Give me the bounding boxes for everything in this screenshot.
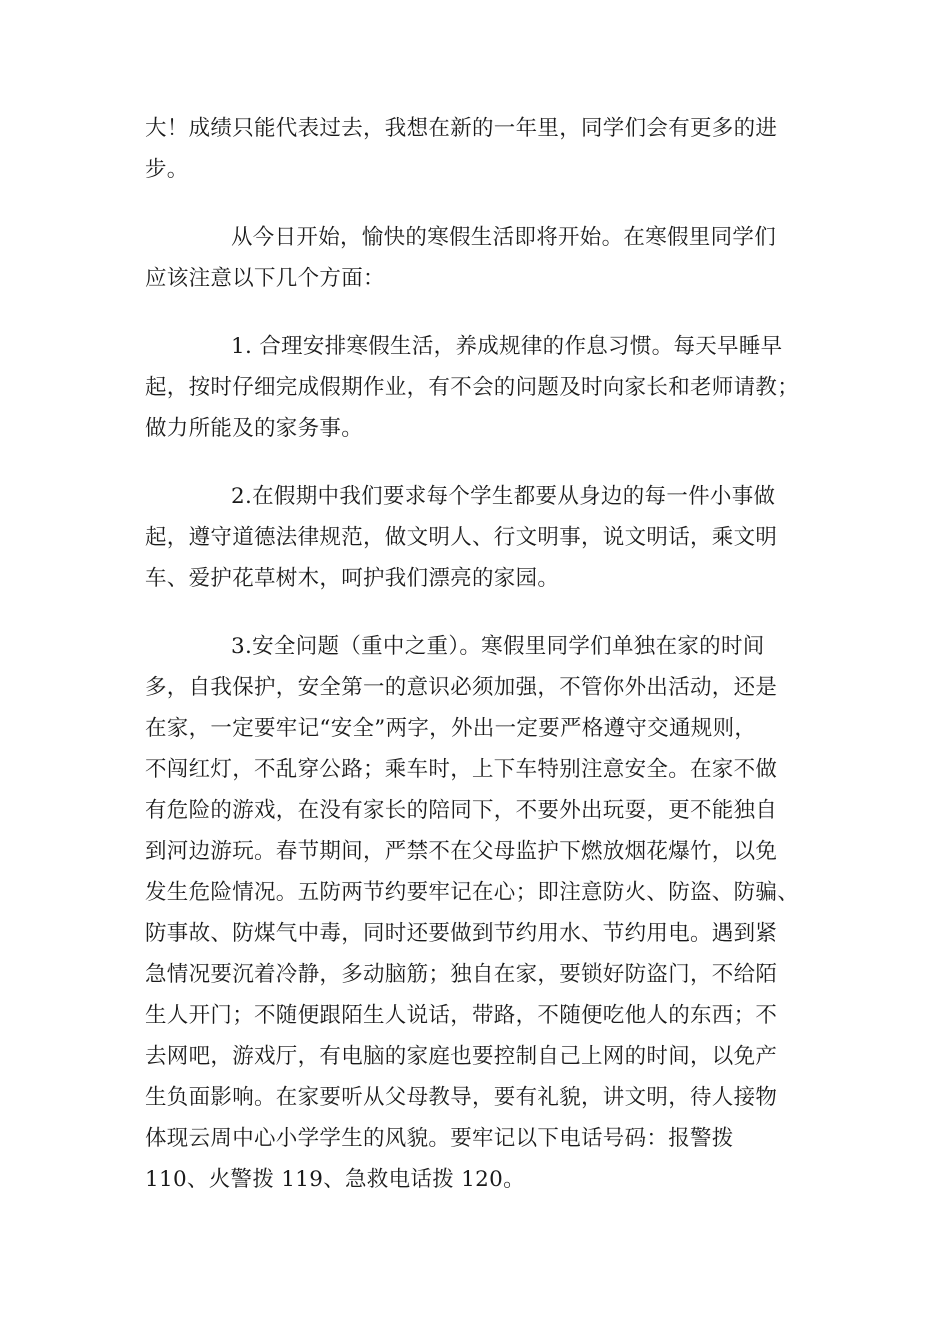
text-line: 步。 <box>145 157 189 182</box>
text-line: 从今日开始，愉快的寒假生活即将开始。在寒假里同学们 <box>231 225 777 250</box>
text-line: 有危险的游戏，在没有家长的陪同下，不要外出玩耍，更不能独自 <box>145 798 778 823</box>
paragraph-1 <box>145 108 805 190</box>
text-line: 发生危险情况。五防两节约要牢记在心；即注意防火、防盗、防骗、 <box>145 880 800 905</box>
text-line: 车、爱护花草树木，呵护我们漂亮的家园。 <box>145 566 560 591</box>
text-line: 应该注意以下几个方面： <box>145 266 385 291</box>
text-line: 不闯红灯，不乱穿公路；乘车时，上下车特别注意安全。在家不做 <box>145 757 778 782</box>
document-body <box>145 108 805 1200</box>
text-line: 生负面影响。在家要听从父母教导，要有礼貌，讲文明，待人接物 <box>145 1085 778 1110</box>
text-line: 防事故、防煤气中毒，同时还要做到节约用水、节约用电。遇到紧 <box>145 921 778 946</box>
paragraph-2 <box>145 217 805 299</box>
text-line: 在家，一定要牢记“安全”两字，外出一定要严格遵守交通规则， <box>145 716 757 741</box>
text-line: 急情况要沉着冷静，多动脑筋；独自在家，要锁好防盗门，不给陌 <box>145 962 778 987</box>
paragraph-spacer <box>145 449 805 476</box>
text-line: 起，遵守道德法律规范，做文明人、行文明事，说文明话，乘文明 <box>145 525 778 550</box>
paragraph-spacer <box>145 599 805 626</box>
paragraph-spacer <box>145 190 805 217</box>
text-line: 起，按时仔细完成假期作业，有不会的问题及时向家长和老师请教； <box>145 375 800 400</box>
text-line: 2.在假期中我们要求每个学生都要从身边的每一件小事做 <box>231 484 776 509</box>
text-line: 体现云周中心小学学生的风貌。要牢记以下电话号码：报警拨 <box>145 1126 734 1151</box>
paragraph-item-1 <box>145 326 805 449</box>
text-line: 1. 合理安排寒假生活，养成规律的作息习惯。每天早睡早 <box>231 334 783 359</box>
paragraph-item-2 <box>145 476 805 599</box>
text-line: 多，自我保护，安全第一的意识必须加强，不管你外出活动，还是 <box>145 675 778 700</box>
text-line: 到河边游玩。春节期间，严禁不在父母监护下燃放烟花爆竹，以免 <box>145 839 778 864</box>
text-line: 做力所能及的家务事。 <box>145 416 364 441</box>
paragraph-spacer <box>145 299 805 326</box>
text-line: 110、火警拨 119、急救电话拨 120。 <box>145 1167 525 1192</box>
text-line: 大！成绩只能代表过去，我想在新的一年里，同学们会有更多的进 <box>145 116 778 141</box>
text-line: 3.安全问题（重中之重）。寒假里同学们单独在家的时间 <box>231 634 765 659</box>
paragraph-item-3 <box>145 626 805 1200</box>
text-line: 去网吧，游戏厅，有电脑的家庭也要控制自己上网的时间，以免产 <box>145 1044 778 1069</box>
text-line: 生人开门；不随便跟陌生人说话，带路，不随便吃他人的东西；不 <box>145 1003 778 1028</box>
